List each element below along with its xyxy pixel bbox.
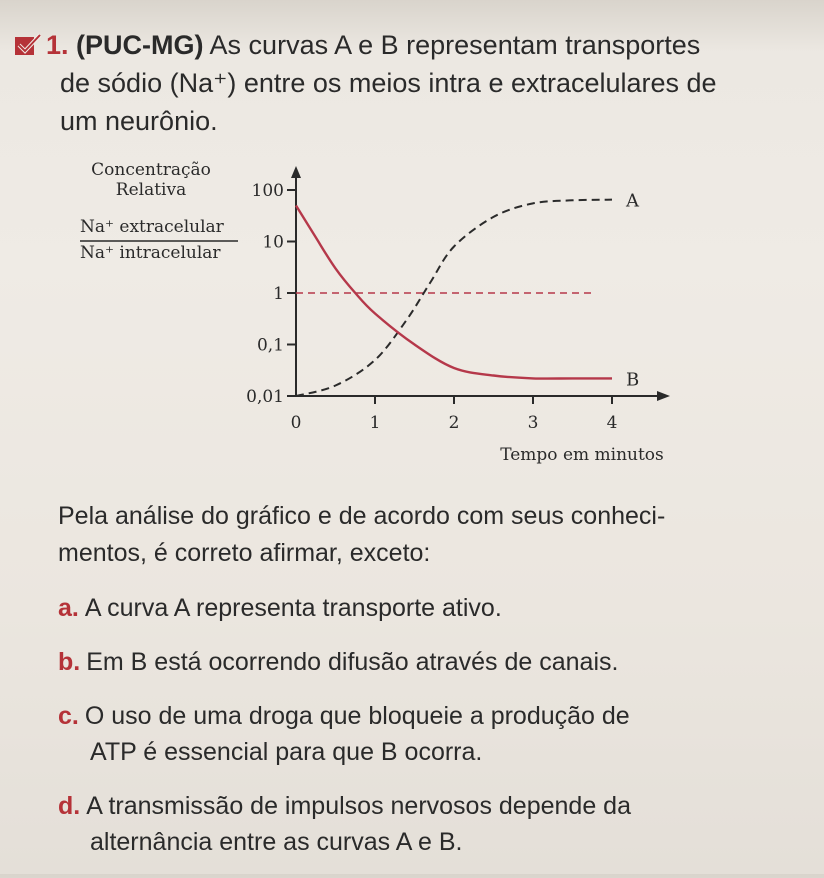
question-header <box>14 26 804 140</box>
option-letter: d. <box>58 792 81 820</box>
ratio-numerator: Na⁺ extracelular <box>80 217 224 237</box>
lead-line1: Pela análise do gráfico e de acordo com seus conheci- <box>58 502 666 530</box>
lead-text <box>58 498 798 572</box>
y-tick-label: 0,1 <box>256 335 284 356</box>
x-tick-label: 4 <box>606 413 618 433</box>
answer-options <box>58 590 798 878</box>
ratio-denominator: Na⁺ intracelular <box>80 243 221 263</box>
question-text-line2: de sódio (Na⁺) entre os meios intra e extracelulares de <box>60 68 717 98</box>
option-letter: c. <box>58 702 79 730</box>
option-text: A curva A representa transporte ativo. <box>84 594 502 622</box>
series-b-line <box>296 206 612 379</box>
option-text: A transmissão de impulsos nervosos depende da <box>86 792 631 820</box>
question-number: 1. <box>46 30 69 60</box>
option-d[interactable] <box>58 788 798 860</box>
ylabel-line2: Relativa <box>115 180 187 200</box>
series-a-label: A <box>626 190 639 212</box>
option-text-cont: alternância entre as curvas A e B. <box>90 828 463 856</box>
y-tick-label: 0,01 <box>246 387 284 407</box>
option-c[interactable] <box>58 698 798 770</box>
y-tick-label: 10 <box>262 232 284 253</box>
option-text: Em B está ocorrendo difusão através de canais. <box>86 648 619 676</box>
x-tick-label: 2 <box>448 413 460 433</box>
x-axis-label: Tempo em minutos <box>500 445 664 465</box>
checkbox-checked-icon <box>14 33 42 57</box>
question-text-line1: As curvas A e B representam transportes <box>209 30 701 60</box>
lead-line2: mentos, é correto afirmar, exceto: <box>58 539 431 567</box>
question-text-line3: um neurônio. <box>60 106 218 136</box>
x-tick-label: 1 <box>369 413 381 433</box>
option-text-cont: ATP é essencial para que B ocorra. <box>90 738 483 766</box>
x-tick-label: 0 <box>290 413 302 433</box>
y-tick-label: 1 <box>273 284 284 304</box>
question-source: (PUC-MG) <box>76 30 204 60</box>
x-axis-arrow <box>657 391 670 401</box>
x-tick-label: 3 <box>527 413 539 433</box>
chart <box>0 150 824 480</box>
option-letter: b. <box>58 648 81 676</box>
option-text: O uso de uma droga que bloqueie a produção de <box>84 702 630 730</box>
option-b[interactable] <box>58 644 798 680</box>
series-a-line <box>296 200 612 396</box>
chart-svg <box>0 150 824 480</box>
y-tick-label: 100 <box>251 181 284 201</box>
option-letter: a. <box>58 594 79 622</box>
ylabel-line1: Concentração <box>91 160 211 180</box>
y-axis-arrow <box>291 166 301 178</box>
option-a[interactable] <box>58 590 798 626</box>
series-b-label: B <box>626 369 640 391</box>
